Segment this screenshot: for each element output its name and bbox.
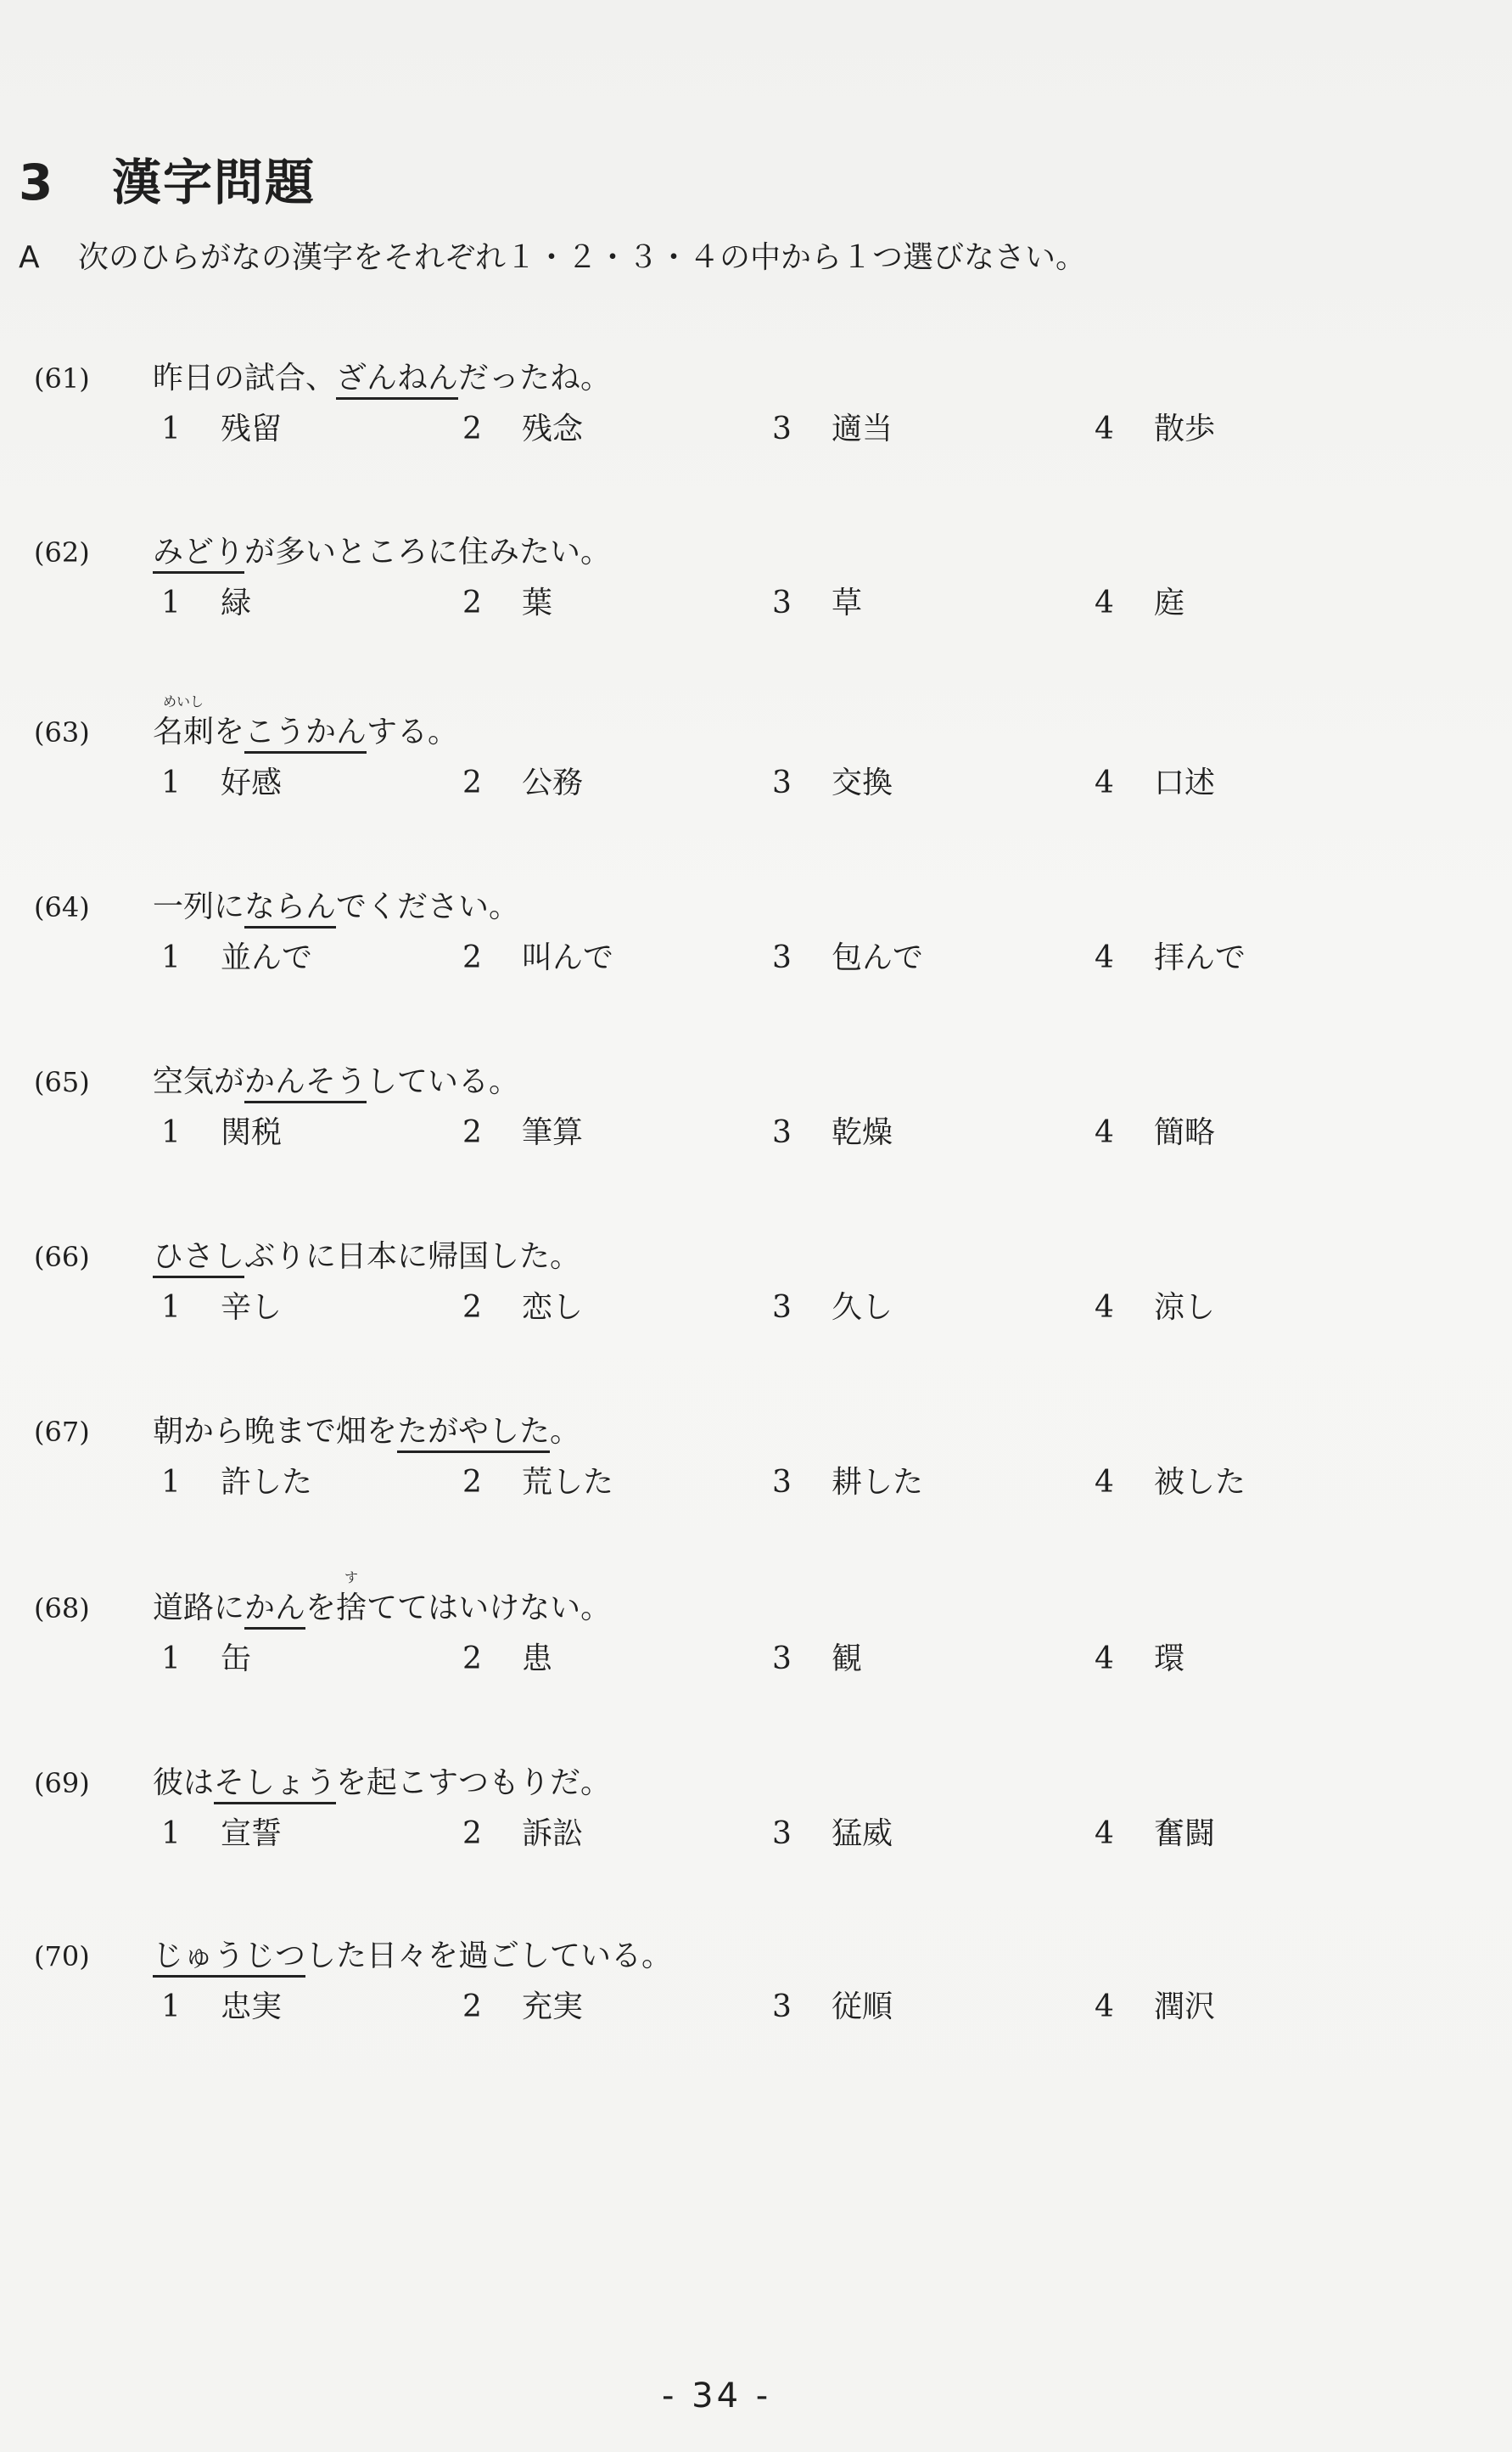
choice-4[interactable] [1095,586,1184,621]
question-64 [34,889,1392,1008]
underlined-target: かんそう [244,1064,367,1103]
instruction [19,233,1086,277]
sentence-before: 彼は [153,1765,215,1800]
question-number: (64) [34,891,90,923]
underlined-target: たがやした [397,1414,550,1453]
choice-4[interactable] [1095,1465,1246,1501]
choice-number: 2 [462,412,482,446]
choice-2[interactable] [462,940,613,976]
instruction-letter: A [19,240,40,275]
choice-2[interactable] [462,1816,583,1852]
choice-number: 4 [1095,1115,1114,1150]
question-66 [34,1239,1392,1358]
choice-1[interactable] [161,1290,282,1326]
choice-number: 2 [462,1465,482,1500]
sentence-after: を起こすつもりだ。 [336,1765,612,1800]
choice-number: 3 [772,766,792,800]
choice-text: 叫んで [522,940,614,975]
underlined-target: こうかん [244,715,367,754]
underlined-target: みどり [153,535,244,574]
question-sentence [153,1239,580,1275]
sentence-before: 朝から晩まで畑を [153,1414,398,1449]
choice-2[interactable] [462,1641,552,1677]
choice-text: 観 [832,1641,863,1676]
choice-text: 宣誓 [221,1816,283,1851]
choice-number: 3 [772,1989,792,2024]
ruby-reading: す [344,1569,359,1585]
choice-number: 4 [1095,586,1114,620]
choice-number: 1 [161,940,181,975]
choice-text: 残念 [522,412,584,446]
choice-number: 3 [772,1290,792,1325]
question-61 [34,361,1392,480]
underlined-target: ひさし [153,1239,244,1278]
sentence-after: している。 [367,1064,520,1099]
ruby-base: 名刺 [153,715,215,749]
question-70 [34,1939,1392,2057]
sentence-after: でください。 [336,889,520,924]
choice-4[interactable] [1095,1816,1215,1852]
choice-number: 3 [772,1115,792,1150]
choice-3[interactable] [772,1816,893,1852]
choice-text: 辛し [221,1290,283,1325]
question-sentence [153,693,459,750]
choice-text: 患 [522,1641,553,1676]
question-sentence [153,1414,580,1450]
choice-number: 1 [161,766,181,800]
choice-number: 3 [772,1641,792,1676]
choice-text: 奮闘 [1154,1816,1216,1851]
section-heading [19,143,316,214]
sentence-after: が多いところに住みたい。 [244,535,612,570]
page-number: - 34 - [662,2376,772,2416]
choice-text: 被した [1154,1465,1246,1500]
question-sentence [153,535,611,570]
question-number: (67) [34,1416,90,1448]
choice-text: 猛威 [832,1816,893,1851]
sentence-before: 道路に [153,1591,245,1625]
sentence-before: 昨日の試合、 [153,361,337,396]
choice-text: 簡略 [1154,1115,1216,1150]
ruby-reading: めいし [163,693,204,710]
choice-number: 2 [462,1290,482,1325]
instruction-text: 次のひらがなの漢字をそれぞれ１・２・３・４の中から１つ選びなさい。 [78,240,1087,275]
sentence-before: 空気が [153,1064,245,1099]
choice-number: 3 [772,1465,792,1500]
choice-2[interactable] [462,412,583,447]
choice-number: 3 [772,940,792,975]
sentence-after: ててはいけない。 [367,1591,612,1625]
question-sentence [153,1569,612,1626]
section-number: 3 [19,154,55,211]
choice-3[interactable] [772,766,893,801]
question-number: (66) [34,1241,90,1273]
choice-text: 従順 [832,1989,893,2024]
question-number: (62) [34,536,90,569]
choice-text: 恋し [522,1290,584,1325]
choice-number: 4 [1095,940,1114,975]
choice-text: 乾燥 [832,1115,893,1150]
choice-number: 4 [1095,412,1114,446]
choice-number: 3 [772,412,792,446]
question-number: (69) [34,1767,90,1799]
choice-2[interactable] [462,586,552,621]
choice-number: 4 [1095,1989,1114,2024]
underlined-target: かん [244,1591,305,1630]
question-62 [34,535,1392,654]
choice-text: 葉 [522,586,553,620]
choice-1[interactable] [161,1465,312,1501]
question-number: (61) [34,362,90,395]
question-sentence [153,361,611,396]
choice-text: 訴訟 [522,1816,584,1851]
choice-1[interactable] [161,586,251,621]
sentence-after: した日々を過ごしている。 [305,1939,673,1973]
ruby-base: 捨 [336,1591,367,1625]
ruby-word [153,693,215,750]
question-sentence [153,889,519,925]
underlined-target: じゅうじつ [153,1939,305,1978]
choice-text: 適当 [832,412,893,446]
choice-1[interactable] [161,412,282,447]
choice-number: 2 [462,1641,482,1676]
choice-number: 2 [462,940,482,975]
question-68 [34,1569,1392,1709]
choice-text: 庭 [1154,586,1185,620]
choice-1[interactable] [161,766,282,801]
choice-3[interactable] [772,1115,893,1151]
choice-number: 2 [462,1989,482,2024]
choice-number: 1 [161,586,181,620]
choice-number: 3 [772,1816,792,1851]
underlined-target: そしょう [214,1765,336,1804]
sentence-after: 。 [550,1414,581,1449]
choice-text: 荒した [522,1465,614,1500]
choice-number: 4 [1095,766,1114,800]
question-number: (65) [34,1066,90,1098]
section-title: 漢字問題 [112,154,316,211]
question-number: (70) [34,1940,90,1972]
choice-1[interactable] [161,1115,282,1151]
sentence-after-pre: を [305,1591,337,1625]
choice-text: 忠実 [221,1989,283,2024]
choice-number: 2 [462,766,482,800]
choice-1[interactable] [161,1816,282,1852]
choice-number: 1 [161,1115,181,1150]
choice-number: 4 [1095,1465,1114,1500]
choice-text: 筆算 [522,1115,584,1150]
question-sentence [153,1939,672,1974]
choice-4[interactable] [1095,1115,1215,1151]
sentence-before: を [214,715,245,749]
choice-number: 1 [161,1989,181,2024]
choice-number: 4 [1095,1816,1114,1851]
choice-4[interactable] [1095,1989,1215,2025]
choice-4[interactable] [1095,940,1246,976]
choice-text: 許した [221,1465,313,1500]
choice-4[interactable] [1095,1641,1184,1677]
choice-number: 3 [772,586,792,620]
sentence-after: ぶりに日本に帰国した。 [244,1239,581,1274]
question-sentence [153,1765,611,1801]
question-65 [34,1064,1392,1183]
question-69 [34,1765,1392,1884]
choice-number: 1 [161,1641,181,1676]
choice-1[interactable] [161,1641,251,1677]
question-63 [34,693,1392,833]
choice-3[interactable] [772,586,862,621]
choice-2[interactable] [462,1989,583,2025]
choice-4[interactable] [1095,412,1215,447]
sentence-after: する。 [367,715,459,749]
choice-text: 好感 [221,766,283,800]
choice-number: 2 [462,1115,482,1150]
choice-number: 1 [161,1290,181,1325]
choice-2[interactable] [462,766,583,801]
choice-3[interactable] [772,1989,893,2025]
choice-text: 並んで [221,940,313,975]
choice-3[interactable] [772,1465,923,1501]
choice-1[interactable] [161,1989,282,2025]
choice-2[interactable] [462,1465,613,1501]
choice-3[interactable] [772,940,923,976]
choice-text: 草 [832,586,863,620]
sentence-after: だったね。 [458,361,612,396]
underlined-target: ざんねん [336,361,458,400]
choice-text: 久し [832,1290,893,1325]
choice-text: 包んで [832,940,924,975]
choice-text: 関税 [221,1115,283,1150]
choice-number: 4 [1095,1641,1114,1676]
choice-2[interactable] [462,1115,583,1151]
choice-text: 公務 [522,766,584,800]
choice-4[interactable] [1095,1290,1215,1326]
choice-text: 口述 [1154,766,1216,800]
choice-number: 1 [161,1816,181,1851]
choice-number: 1 [161,1465,181,1500]
choice-text: 残留 [221,412,283,446]
choice-3[interactable] [772,1290,893,1326]
choice-2[interactable] [462,1290,583,1326]
choice-text: 充実 [522,1989,584,2024]
choice-4[interactable] [1095,766,1215,801]
choice-text: 潤沢 [1154,1989,1216,2024]
choice-number: 2 [462,586,482,620]
choice-text: 耕した [832,1465,924,1500]
sentence-before: 一列に [153,889,245,924]
choice-text: 涼し [1154,1290,1216,1325]
question-sentence [153,1064,519,1100]
choice-number: 4 [1095,1290,1114,1325]
underlined-target: ならん [244,889,336,929]
question-number: (68) [34,1592,90,1624]
choice-text: 缶 [221,1641,252,1676]
choice-number: 1 [161,412,181,446]
choice-number: 2 [462,1816,482,1851]
choice-3[interactable] [772,412,893,447]
ruby-word [336,1569,367,1626]
choice-1[interactable] [161,940,312,976]
choice-3[interactable] [772,1641,862,1677]
choice-text: 散歩 [1154,412,1216,446]
question-number: (63) [34,716,90,749]
choice-text: 交換 [832,766,893,800]
choice-text: 環 [1154,1641,1185,1676]
question-67 [34,1414,1392,1533]
choice-text: 拝んで [1154,940,1246,975]
choice-text: 緑 [221,586,252,620]
